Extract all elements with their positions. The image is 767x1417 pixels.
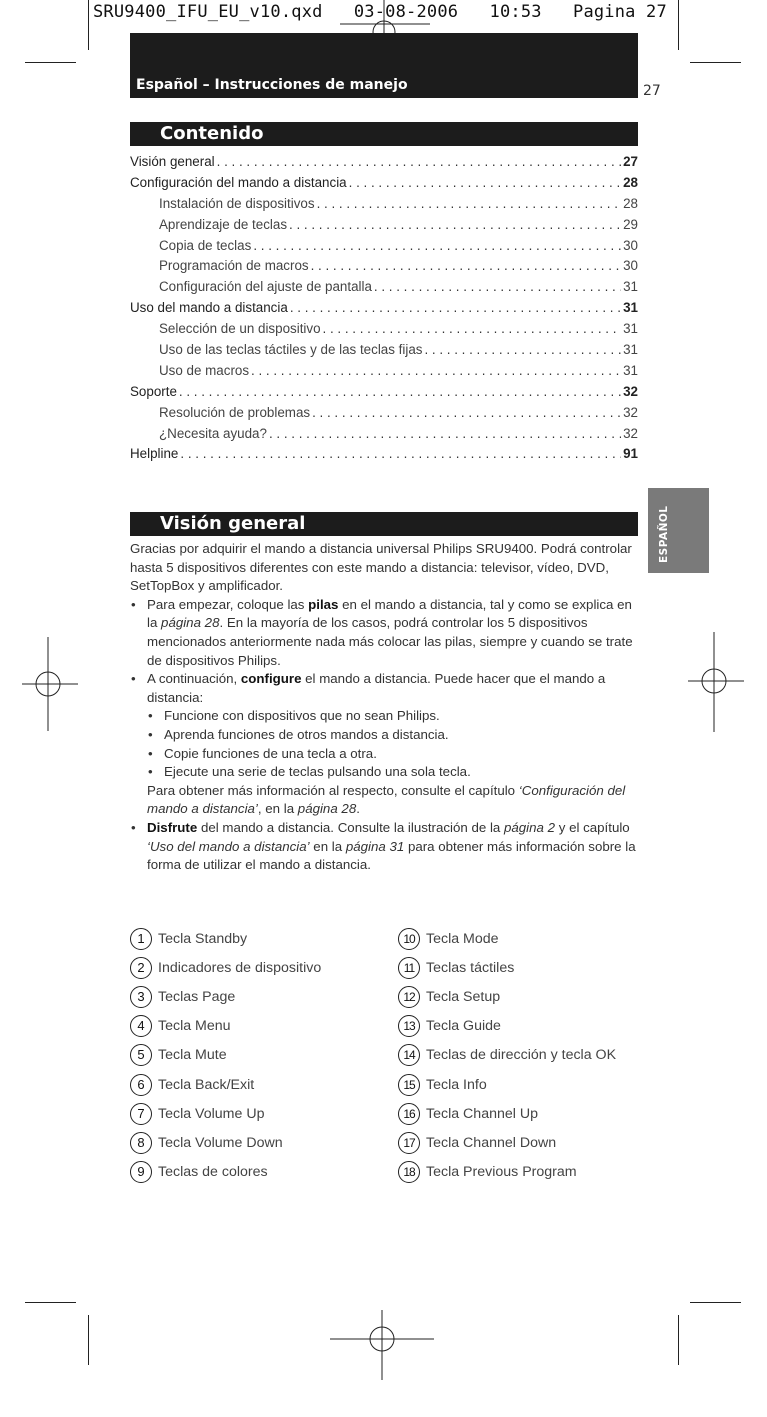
text: en la (309, 838, 346, 854)
toc-title: Copia de teclas (159, 237, 252, 253)
legend-item (130, 982, 321, 1011)
toc-leader (349, 173, 621, 194)
overview-heading-bar (130, 512, 638, 536)
chapter-reference: ‘Uso del mando a distancia’ (147, 838, 310, 854)
legend-label: Tecla Previous Program (426, 1164, 577, 1181)
toc-row (130, 444, 638, 465)
text: del mando a distancia. Consulte la ilustración de la (197, 819, 504, 835)
toc-title: ¿Necesita ayuda? (159, 425, 267, 441)
sub-list-item: • Copie funciones de una tecla a otra. (147, 745, 642, 764)
legend-label: Indicadores de dispositivo (158, 959, 322, 976)
overview-heading: Visión general (160, 513, 306, 534)
page-reference: página 28 (161, 615, 220, 631)
text: , en la (257, 801, 298, 817)
toc-row (130, 277, 638, 298)
page-reference: página 28 (297, 801, 357, 817)
toc-leader (424, 340, 621, 361)
legend-label: Tecla Info (426, 1076, 487, 1093)
legend-right-column (398, 924, 616, 1187)
legend-label: Tecla Back/Exit (158, 1076, 255, 1093)
toc-leader (311, 256, 622, 277)
chapter-reference: ‘Configuración del mando a distancia’ (147, 782, 626, 817)
legend-label: Tecla Menu (158, 1018, 231, 1035)
legend-item (398, 1012, 616, 1041)
toc-row (130, 319, 638, 340)
page-reference: página 2 (504, 819, 556, 835)
toc-row (130, 361, 638, 382)
toc-title: Visión general (130, 154, 215, 169)
file-slug: SRU9400_IFU_EU_v10.qxd 03-08-2006 10:53 Pagina 27 (93, 2, 667, 22)
emphasis: configure (240, 671, 302, 687)
toc-page: 32 (623, 404, 638, 420)
toc-row (130, 340, 638, 361)
toc-page: 27 (623, 154, 638, 169)
toc-leader (312, 403, 621, 424)
legend-label: Tecla Channel Down (426, 1134, 557, 1151)
legend-item (130, 1041, 321, 1070)
registration-mark-left (22, 637, 78, 731)
text: . (356, 801, 360, 817)
legend-label: Teclas Page (158, 988, 236, 1005)
text: Para obtener más información al respecto, consulte el capítulo (147, 782, 519, 798)
toc-page: 31 (623, 342, 638, 358)
legend-label: Tecla Mute (158, 1047, 227, 1064)
list-item (130, 819, 642, 875)
list-item (130, 670, 642, 819)
toc-title: Configuración del mando a distancia (130, 174, 347, 190)
toc-page: 29 (623, 216, 638, 232)
toc-page: 32 (623, 383, 638, 399)
legend-item (398, 982, 616, 1011)
number-badge: 12 (398, 986, 420, 1008)
toc-page: 31 (623, 279, 638, 295)
toc-title: Aprendizaje de teclas (159, 216, 288, 232)
number-badge: 16 (398, 1103, 420, 1125)
text: el mando a distancia. Puede hacer que el mando a distancia: (147, 671, 606, 705)
legend-left-column (130, 924, 321, 1187)
toc-title: Selección de un dispositivo (159, 321, 321, 337)
text: . En la mayoría de los casos, podrá controlar los 5 dispositivos mencionados anteriormente nada más colocar las pilas, siempre y cuando se trate de dispositivos Philips. (147, 615, 633, 668)
sub-list-item: • Funcione con dispositivos que no sean Philips. (147, 707, 642, 726)
emphasis: pilas (308, 596, 339, 612)
toc-leader (323, 319, 622, 340)
toc-leader (251, 361, 621, 382)
crop-mark (678, 0, 679, 50)
text: y el capítulo (555, 819, 630, 835)
toc-title: Configuración del ajuste de pantalla (159, 279, 372, 295)
toc-row (130, 215, 638, 236)
toc-page: 30 (623, 237, 638, 253)
more-info (147, 782, 642, 819)
crop-mark (25, 1302, 76, 1303)
legend-label: Teclas táctiles (426, 959, 515, 976)
sub-list-item: • Ejecute una serie de teclas pulsando una sola tecla. (147, 763, 642, 782)
toc-row (130, 256, 638, 277)
toc-row (130, 403, 638, 424)
legend-label: Tecla Channel Up (426, 1105, 538, 1122)
toc-page: 32 (623, 425, 638, 441)
registration-mark-right (688, 632, 744, 732)
toc-leader (289, 215, 621, 236)
legend-label: Tecla Volume Down (158, 1134, 283, 1151)
crop-mark (678, 1315, 679, 1365)
header-title: Español – Instrucciones de manejo (136, 77, 408, 93)
toc-leader (179, 382, 621, 403)
list-item (130, 596, 642, 670)
sub-list-item: • Aprenda funciones de otros mandos a distancia. (147, 726, 642, 745)
toc-title: Programación de macros (159, 258, 309, 274)
toc-leader (269, 424, 621, 445)
toc-leader (253, 236, 621, 257)
toc-leader (217, 152, 621, 173)
number-badge: 8 (130, 1132, 152, 1154)
legend-item (130, 1012, 321, 1041)
legend-label: Tecla Standby (158, 930, 248, 947)
text: A continuación, (147, 671, 241, 687)
toc-title: Instalación de dispositivos (159, 195, 315, 211)
text: para obtener más información sobre la forma de utilizar el mando a distancia. (147, 838, 636, 873)
emphasis: Disfrute (147, 819, 198, 835)
toc-page: 91 (623, 446, 638, 462)
number-badge: 11 (398, 957, 420, 979)
legend-item (130, 1070, 321, 1099)
toc-row (130, 298, 638, 319)
toc-row (130, 194, 638, 215)
overview-body (130, 540, 642, 875)
crop-mark (690, 62, 741, 63)
toc-page: 31 (623, 300, 638, 316)
page-number: 27 (643, 83, 661, 99)
toc-title: Uso del mando a distancia (130, 300, 288, 316)
contents-heading: Contenido (160, 123, 264, 144)
number-badge: 18 (398, 1161, 420, 1183)
legend-label: Tecla Volume Up (158, 1105, 265, 1122)
overview-intro: Gracias por adquirir el mando a distancia universal Philips SRU9400. Podrá controlar hasta 5 dispositivos diferentes con este mando a distancia: televisor, vídeo, DVD, SetTopBox y amplificador. (130, 541, 632, 594)
legend-item (130, 1099, 321, 1128)
text: en el mando a distancia, tal y como se explica en la (147, 596, 632, 631)
number-badge: 10 (398, 928, 420, 950)
toc-page: 28 (623, 195, 638, 211)
toc-title: Uso de macros (159, 362, 250, 378)
legend-item (398, 953, 616, 982)
legend-item (130, 1128, 321, 1157)
number-badge: 4 (130, 1015, 152, 1037)
language-tab-label: ESPAÑOL (658, 505, 670, 563)
toc-title: Resolución de problemas (159, 404, 311, 420)
toc-leader (290, 298, 621, 319)
number-badge: 7 (130, 1103, 152, 1125)
number-badge: 13 (398, 1015, 420, 1037)
legend-label: Tecla Guide (426, 1018, 501, 1035)
toc-row (130, 152, 638, 173)
number-badge: 14 (398, 1044, 420, 1066)
toc-title: Helpline (130, 446, 179, 462)
legend-item (398, 924, 616, 953)
crop-mark (88, 0, 89, 50)
legend-label: Teclas de colores (158, 1164, 268, 1181)
toc-page: 28 (623, 174, 638, 190)
number-badge: 3 (130, 986, 152, 1008)
legend-item (398, 1070, 616, 1099)
language-tab (648, 488, 709, 573)
legend-item (398, 1041, 616, 1070)
crop-mark (690, 1302, 741, 1303)
toc-leader (317, 194, 622, 215)
toc-title: Soporte (130, 383, 177, 399)
legend-label: Teclas de dirección y tecla OK (426, 1047, 617, 1064)
toc-page: 31 (623, 362, 638, 378)
table-of-contents (130, 152, 638, 465)
legend-label: Tecla Setup (426, 988, 501, 1005)
toc-row (130, 382, 638, 403)
number-badge: 2 (130, 957, 152, 979)
toc-title: Uso de las teclas táctiles y de las teclas fijas (159, 342, 423, 358)
crop-mark (88, 1315, 89, 1365)
toc-row (130, 424, 638, 445)
legend-item (130, 924, 321, 953)
text: Para empezar, coloque las (147, 596, 309, 612)
number-badge: 5 (130, 1044, 152, 1066)
toc-page: 31 (623, 321, 638, 337)
legend-item (398, 1128, 616, 1157)
registration-mark-bottom (330, 1310, 434, 1380)
legend-item (398, 1158, 616, 1187)
toc-row (130, 236, 638, 257)
toc-page: 30 (623, 258, 638, 274)
legend-item (398, 1099, 616, 1128)
contents-heading-bar (130, 122, 638, 146)
toc-leader (180, 444, 621, 465)
number-badge: 15 (398, 1074, 420, 1096)
legend-label: Tecla Mode (426, 930, 499, 947)
number-badge: 1 (130, 928, 152, 950)
legend-item (130, 1158, 321, 1187)
page-reference: página 31 (345, 838, 405, 854)
toc-row (130, 173, 638, 194)
toc-leader (374, 277, 621, 298)
number-badge: 6 (130, 1074, 152, 1096)
number-badge: 17 (398, 1132, 420, 1154)
legend-item (130, 953, 321, 982)
number-badge: 9 (130, 1161, 152, 1183)
crop-mark (25, 62, 76, 63)
